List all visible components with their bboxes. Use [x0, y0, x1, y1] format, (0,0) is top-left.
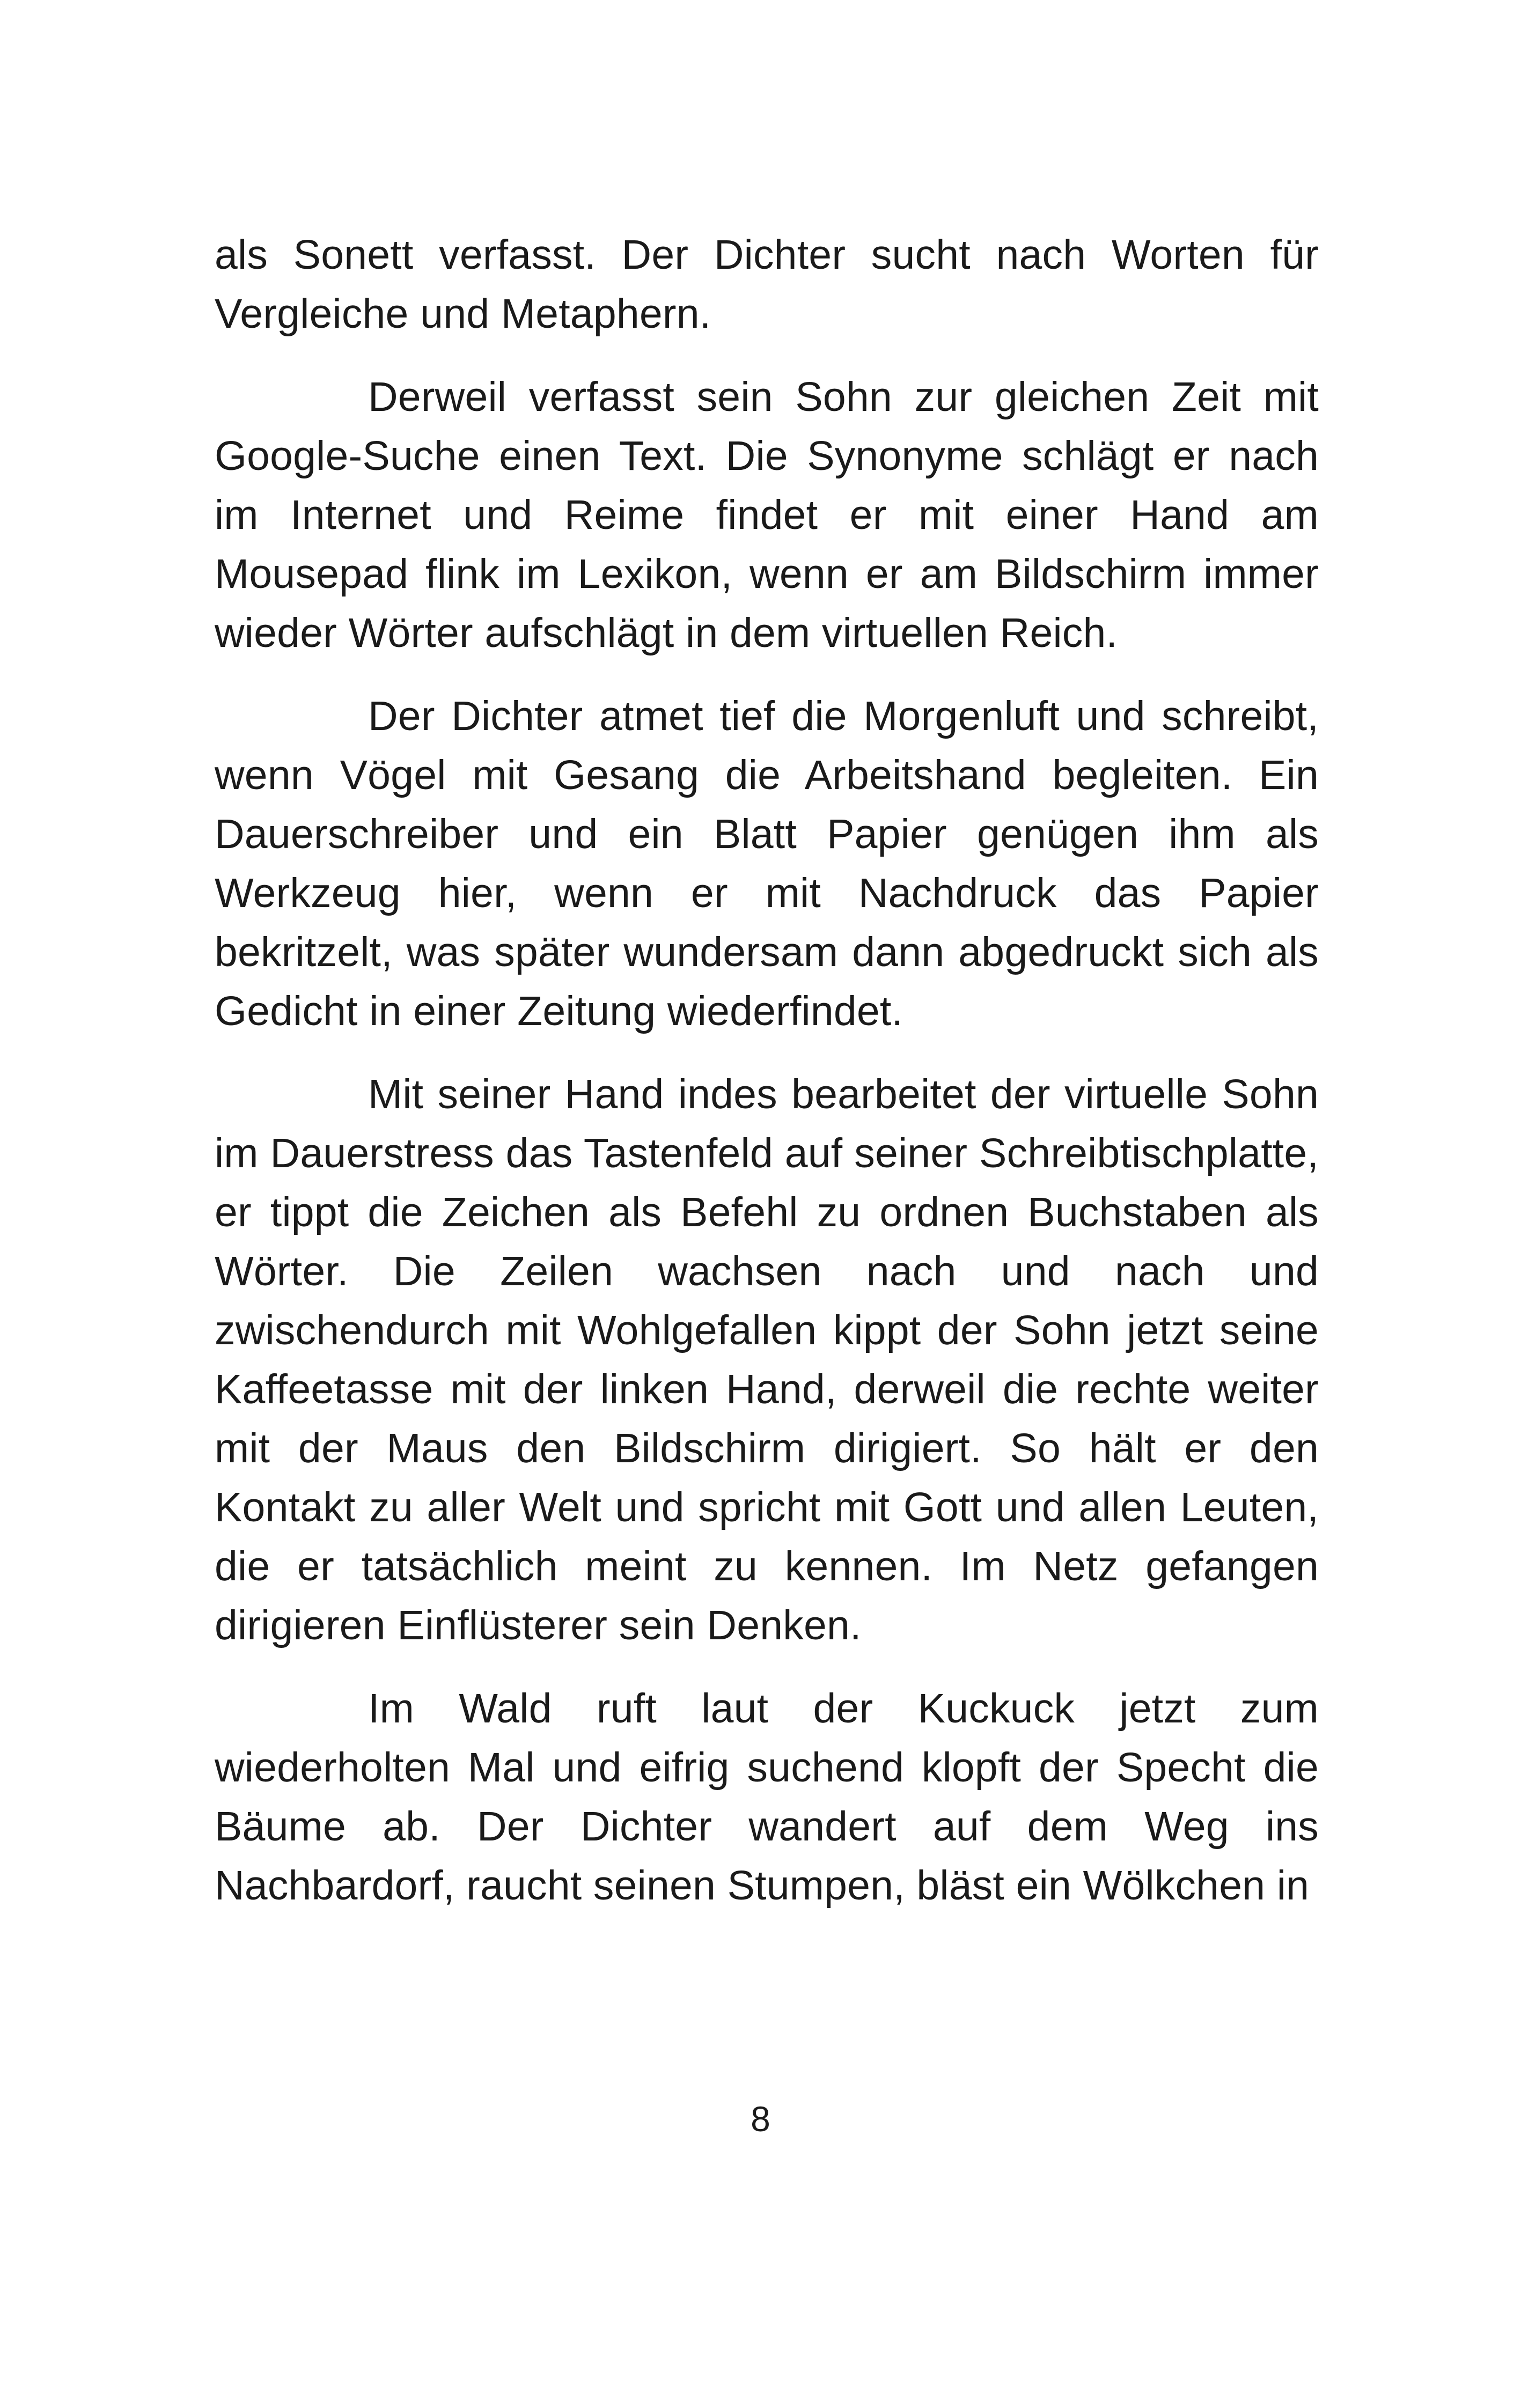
paragraph-poet-morning: Der Dichter atmet tief die Morgenluft und schreibt, wenn Vögel mit Gesang die Arbeitshand begleiten. Ein Dauerschreiber und ein Blatt Papier genügen ihm als Werkzeug hier, wenn er mit Nachdruck das Papier bekritzelt, was später wundersam dann abgedruckt sich als Gedicht in einer Zeitung wiederfindet.: [215, 693, 1319, 1034]
paragraph-son-google: Derweil verfasst sein Sohn zur gleichen Zeit mit Google-Suche einen Text. Die Synonyme schlägt er nach im Internet und Reime findet er mit einer Hand am Mousepad flink im Lexikon, wenn er am Bildschirm immer wieder Wörter aufschlägt in dem virtuellen Reich.: [215, 374, 1319, 656]
paragraph-forest-walk: Im Wald ruft laut der Kuckuck jetzt zum wiederholten Mal und eifrig suchend klopft der Specht die Bäume ab. Der Dichter wandert auf dem Weg ins Nachbardorf, raucht seinen Stumpen, bläst ein Wölkchen in: [215, 1685, 1319, 1909]
page-number: 8: [751, 2099, 770, 2139]
body-text: [215, 225, 1319, 1915]
paragraph-continuation: als Sonett verfasst. Der Dichter sucht nach Worten für Vergleiche und Metaphern.: [215, 232, 1319, 337]
paragraph-son-keyboard: Mit seiner Hand indes bearbeitet der virtuelle Sohn im Dauerstress das Tastenfeld auf seiner Schreibtischplatte, er tippt die Zeichen als Befehl zu ordnen Buchstaben als Wörter. Die Zeilen wachsen nach und nach und zwischendurch mit Wohlgefallen kippt der Sohn jetzt seine Kaffeetasse mit der linken Hand, derweil die rechte weiter mit der Maus den Bildschirm dirigiert. So hält er den Kontakt zu aller Welt und spricht mit Gott und allen Leuten, die er tatsächlich meint zu kennen. Im Netz gefangen dirigieren Einflüsterer sein Denken.: [215, 1071, 1319, 1648]
